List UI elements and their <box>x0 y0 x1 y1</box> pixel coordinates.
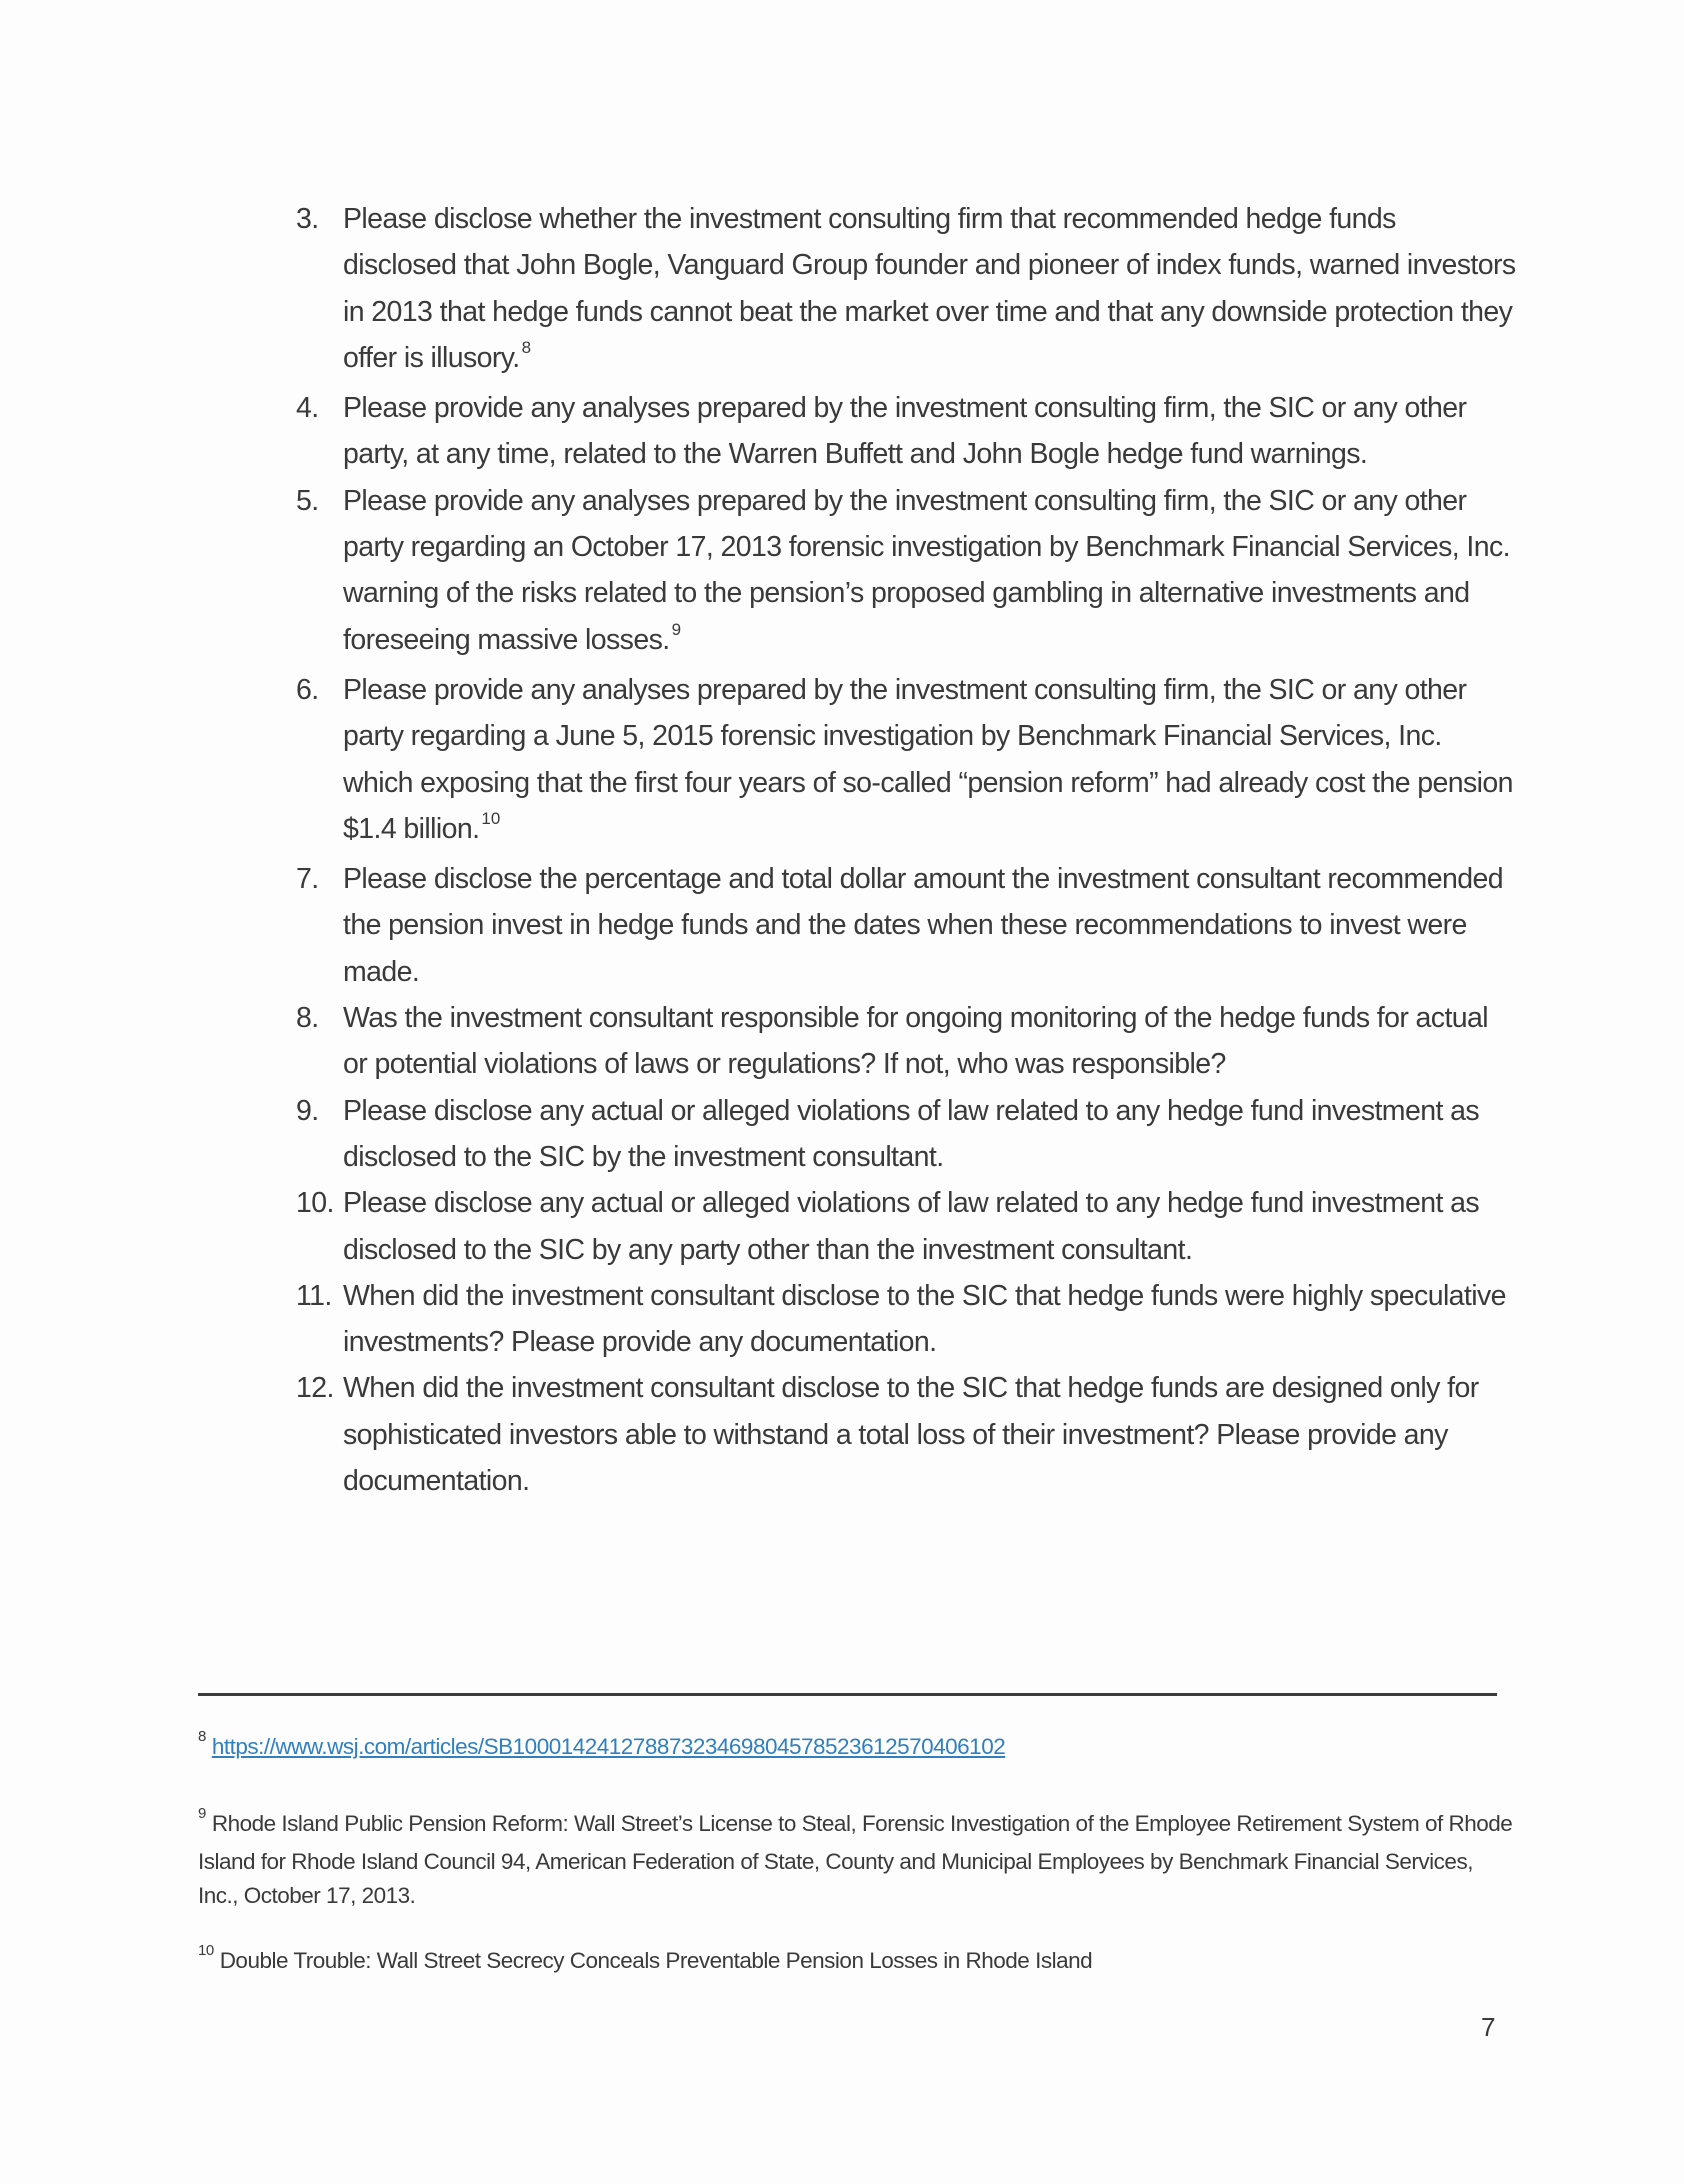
item-number: 4. <box>296 392 319 425</box>
item-number: 9. <box>296 1094 319 1127</box>
item-text: When did the investment consultant disclose to the SIC that hedge funds were highly speculative investments? Please provide any documentation. <box>343 1279 1506 1359</box>
footnote-mark: 9 <box>198 1805 206 1822</box>
list-item <box>296 1273 1516 1366</box>
list-item <box>296 385 1516 478</box>
footnote-link[interactable]: https://www.wsj.com/articles/SB10001424127887323469804578523612570406102 <box>211 1734 1006 1759</box>
footnote-10 <box>198 1944 1092 1982</box>
list-item <box>296 196 1516 385</box>
footnote-reference[interactable]: 10 <box>481 808 501 828</box>
item-number: 10. <box>296 1187 334 1220</box>
footnote-mark: 10 <box>198 1942 214 1959</box>
footnote-reference[interactable]: 8 <box>521 337 532 357</box>
item-number: 8. <box>296 1002 319 1035</box>
footnote-mark: 8 <box>198 1728 206 1745</box>
item-text: Please disclose the percentage and total dollar amount the investment consultant recommended the pension invest in hedge funds and the dates when these recommendations to invest were made. <box>343 863 1503 988</box>
list-item <box>296 995 1516 1088</box>
footnote-text: Rhode Island Public Pension Reform: Wall Street’s License to Steal, Forensic Investigation of the Employee Retirement System of Rhode Island for Rhode Island Council 94, American Federation of State, County and Municipal Employees by Benchmark Financial Services, Inc., October 17, 2013. <box>198 1811 1513 1908</box>
footnote-8 <box>198 1730 1005 1768</box>
item-number: 5. <box>296 484 319 517</box>
list-item <box>296 1180 1516 1273</box>
item-number: 12. <box>296 1372 334 1405</box>
item-text: Please disclose whether the investment consulting firm that recommended hedge funds disclosed that John Bogle, Vanguard Group founder and pioneer of index funds, warned investors in 2013 that hedge funds cannot beat the market over time and that any downside protection they offer is illusory. <box>343 203 1516 374</box>
footnote-reference[interactable]: 9 <box>671 619 682 639</box>
item-text: When did the investment consultant disclose to the SIC that hedge funds are designed only for sophisticated investors able to withstand a total loss of their investment? Please provide any documentation. <box>343 1372 1479 1498</box>
list-item <box>296 478 1516 667</box>
item-text: Please provide any analyses prepared by the investment consulting firm, the SIC or any other party regarding an October 17, 2013 forensic investigation by Benchmark Financial Services, Inc. warning of the risks related to the pension’s proposed gambling in alternative investments and foreseeing massive losses. <box>343 484 1510 656</box>
item-text: Please disclose any actual or alleged violations of law related to any hedge fund investment as disclosed to the SIC by any party other than the investment consultant. <box>343 1187 1479 1266</box>
item-text: Please disclose any actual or alleged violations of law related to any hedge fund investment as disclosed to the SIC by the investment consultant. <box>343 1094 1479 1173</box>
footnote-9 <box>198 1807 1518 1914</box>
footnote-text: Double Trouble: Wall Street Secrecy Conceals Preventable Pension Losses in Rhode Island <box>219 1948 1093 1973</box>
item-text: Was the investment consultant responsible for ongoing monitoring of the hedge funds for actual or potential violations of laws or regulations? If not, who was responsible? <box>343 1002 1489 1081</box>
list-item <box>296 1088 1516 1181</box>
item-number: 7. <box>296 863 319 896</box>
list-item <box>296 856 1516 995</box>
list-item <box>296 1365 1516 1504</box>
question-list <box>296 196 1516 1504</box>
item-number: 11. <box>296 1279 332 1312</box>
item-number: 6. <box>296 673 319 706</box>
item-text: Please provide any analyses prepared by the investment consulting firm, the SIC or any other party, at any time, related to the Warren Buffett and John Bogle hedge fund warnings. <box>343 392 1467 471</box>
page-number: 7 <box>1481 2012 1496 2042</box>
item-text: Please provide any analyses prepared by the investment consulting firm, the SIC or any other party regarding a June 5, 2015 forensic investigation by Benchmark Financial Services, Inc. which exposing that the first four years of so-called “pension reform” had already cost the pension $1.4 billion. <box>343 673 1513 845</box>
item-number: 3. <box>296 203 319 235</box>
list-item <box>296 667 1516 856</box>
footnote-separator <box>198 1693 1497 1696</box>
